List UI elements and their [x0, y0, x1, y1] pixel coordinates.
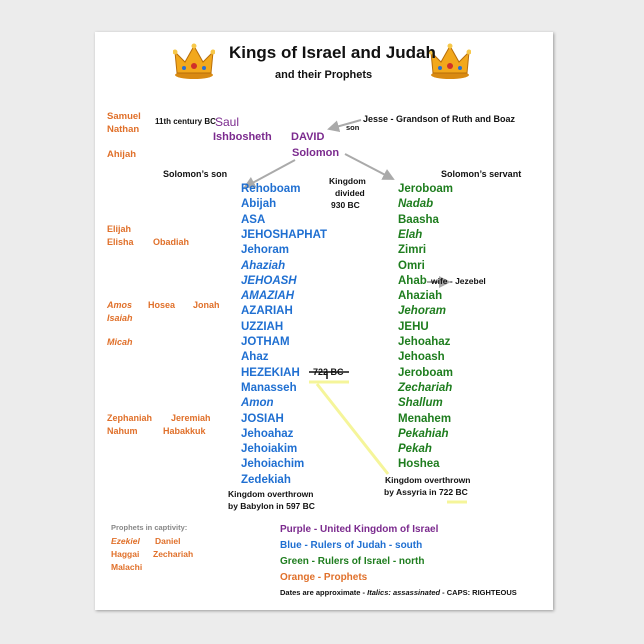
judah-king: JEHOASH: [241, 274, 297, 287]
israel-king: Shallum: [398, 397, 443, 410]
prophet-hosea: Hosea: [148, 300, 176, 310]
king-solomon: Solomon: [292, 147, 340, 159]
judah-king: UZZIAH: [241, 320, 284, 333]
legend-blue: Blue - Rulers of Judah - south: [280, 540, 423, 551]
judah-king: Jehoahaz: [241, 427, 294, 440]
prophet-zephaniah: Zephaniah: [107, 413, 153, 423]
judah-king: Abijah: [241, 198, 277, 211]
prophet-ezekiel: Ezekiel: [111, 536, 140, 546]
israel-king: Zechariah: [398, 381, 453, 394]
israel-king: Nadab: [398, 198, 434, 211]
judah-king: ASA: [241, 213, 266, 226]
captivity-heading: Prophets in captivity:: [111, 523, 188, 532]
israel-king: Hoshea: [398, 458, 440, 471]
israel-king: Baasha: [398, 213, 439, 226]
israel-king: Menahem: [398, 412, 452, 425]
prophet-ahijah: Ahijah: [107, 149, 137, 160]
legend-note: [280, 589, 517, 597]
israel-overthrow-2: by Assyria in 722 BC: [384, 487, 468, 497]
prophet-malachi: Malachi: [111, 562, 143, 572]
judah-overthrow-2: by Babylon in 597 BC: [228, 501, 315, 511]
israel-king: JEHU: [398, 320, 429, 333]
divided-3: 930 BC: [331, 200, 360, 210]
judah-king: JOTHAM: [241, 336, 290, 348]
judah-king: HEZEKIAH: [241, 366, 300, 379]
israel-overthrow-1: Kingdom overthrown: [385, 475, 471, 485]
israel-king: Pekah: [398, 443, 432, 456]
prophet-daniel: Daniel: [155, 536, 181, 546]
israel-king: Ahab: [398, 274, 427, 287]
israel-king: Jehoram: [398, 305, 446, 318]
legend-purple: Purple - United Kingdom of Israel: [280, 524, 439, 535]
divided-1: Kingdom: [329, 176, 366, 186]
legend-green: Green - Rulers of Israel - north: [280, 556, 425, 567]
solomons-son-label: Solomon’s son: [163, 169, 228, 179]
prophet-nathan: Nathan: [107, 124, 140, 135]
prophet-samuel: Samuel: [107, 111, 141, 122]
judah-king: Rehoboam: [241, 183, 301, 195]
judah-king: Ahaz: [241, 351, 269, 364]
israel-king: Elah: [398, 228, 423, 241]
king-ishbosheth: Ishbosheth: [213, 131, 272, 143]
wife-label: wife - Jezebel: [431, 276, 486, 286]
judah-king: Jehoiachim: [241, 458, 305, 471]
legend-note-italics: Italics: assassinated: [367, 588, 441, 597]
legend-orange: Orange - Prophets: [280, 572, 368, 583]
solomons-servant-label: Solomon’s servant: [441, 169, 522, 179]
israel-king: Jeroboam: [398, 183, 453, 195]
prophet-habakkuk: Habakkuk: [163, 426, 206, 436]
judah-king: AMAZIAH: [241, 290, 295, 303]
jesse-label: Jesse - Grandson of Ruth and Boaz: [363, 114, 516, 124]
legend-note-dates: Dates are approximate -: [280, 588, 368, 597]
legend-note-caps: - CAPS: RIGHTEOUS: [440, 588, 517, 597]
divided-2: divided: [335, 188, 365, 198]
prophet-zechariah: Zechariah: [153, 549, 194, 559]
prophet-jonah: Jonah: [193, 300, 220, 310]
judah-king: Ahaziah: [241, 259, 286, 272]
judah-king: AZARIAH: [241, 305, 293, 318]
prophet-obadiah: Obadiah: [153, 237, 190, 247]
prophet-haggai: Haggai: [111, 549, 140, 559]
judah-king: Manasseh: [241, 381, 297, 394]
israel-king: Ahaziah: [398, 290, 443, 303]
bc722-label: 722 BC: [313, 367, 344, 377]
king-david: DAVID: [291, 131, 325, 143]
judah-king: JEHOSHAPHAT: [241, 228, 328, 241]
judah-king: Jehoram: [241, 244, 289, 257]
son-label: son: [346, 123, 360, 132]
israel-king: Jehoahaz: [398, 336, 451, 348]
prophet-nahum: Nahum: [107, 426, 138, 436]
judah-king: Amon: [241, 397, 274, 410]
prophet-jeremiah: Jeremiah: [171, 413, 211, 423]
king-saul: Saul: [215, 115, 240, 129]
title-line1: Kings of Israel and Judah: [229, 43, 436, 62]
israel-king: Omri: [398, 259, 425, 272]
israel-king: Jeroboam: [398, 366, 453, 379]
judah-overthrow-1: Kingdom overthrown: [228, 489, 314, 499]
century-label: 11th century BC: [155, 117, 216, 126]
poster: [95, 32, 553, 610]
prophet-elisha: Elisha: [107, 237, 134, 247]
israel-king: Zimri: [398, 244, 427, 257]
israel-king: Pekahiah: [398, 427, 449, 440]
prophet-amos: Amos: [107, 300, 133, 310]
judah-king: JOSIAH: [241, 412, 284, 425]
title-line2: and their Prophets: [275, 69, 373, 81]
prophet-isaiah: Isaiah: [107, 313, 133, 323]
judah-king: Jehoiakim: [241, 443, 298, 456]
prophet-micah: Micah: [107, 337, 133, 347]
prophet-elijah: Elijah: [107, 224, 132, 234]
israel-king: Jehoash: [398, 351, 445, 364]
judah-king: Zedekiah: [241, 473, 291, 486]
